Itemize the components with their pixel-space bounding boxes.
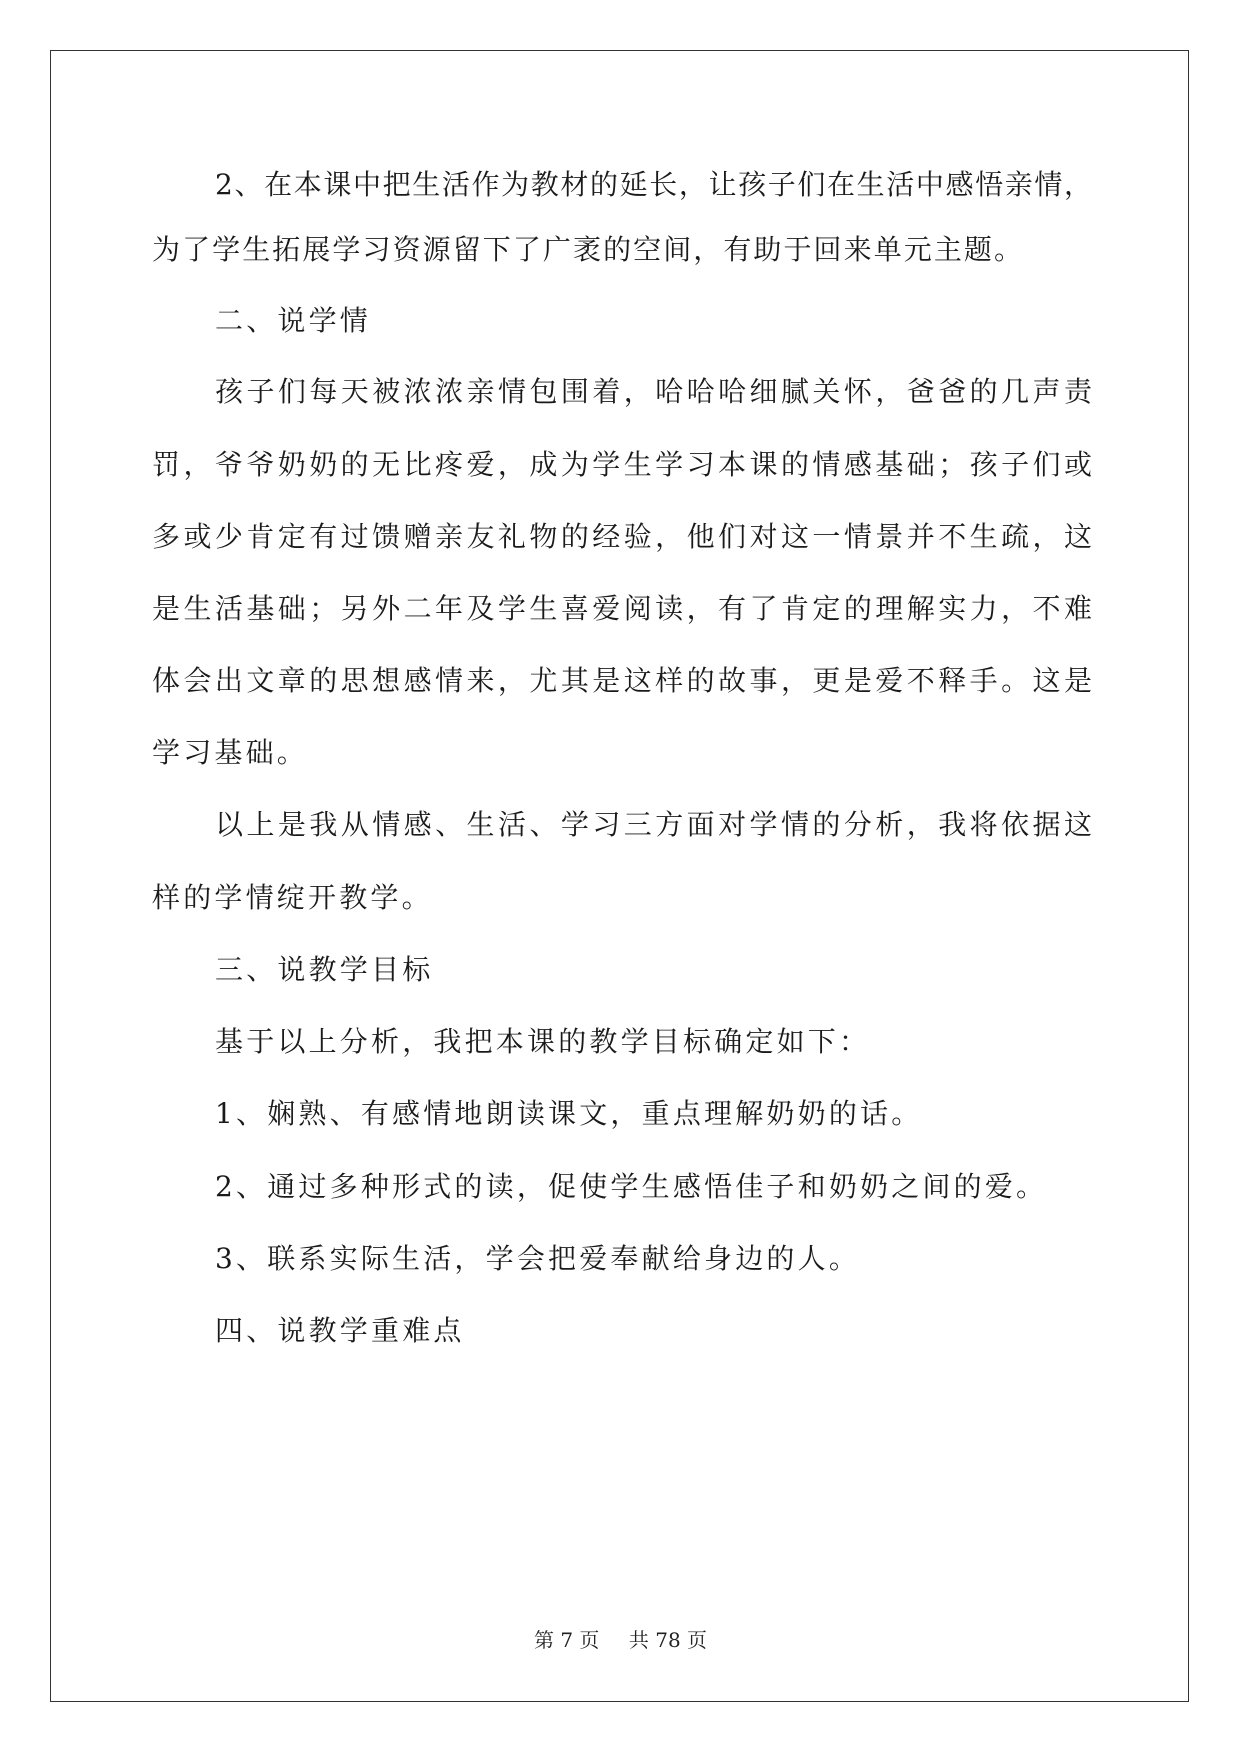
page-border (50, 50, 1189, 1702)
paragraph-line: 多或少肯定有过馈赠亲友礼物的经验，他们对这一情景并不生疏，这 (152, 520, 1092, 553)
paragraph-line: 基于以上分析，我把本课的教学目标确定如下： (215, 1025, 871, 1058)
list-item: 3、联系实际生活，学会把爱奉献给身边的人。 (215, 1242, 861, 1275)
paragraph-line: 2、在本课中把生活作为教材的延长，让孩子们在生活中感悟亲情， (215, 168, 1092, 201)
paragraph-line: 体会出文章的思想感情来，尤其是这样的故事，更是爱不释手。这是 (152, 664, 1092, 697)
paragraph-line: 孩子们每天被浓浓亲情包围着，哈哈哈细腻关怀，爸爸的几声责 (215, 375, 1092, 408)
page-footer (0, 1626, 1241, 1654)
paragraph-line: 学习基础。 (152, 736, 309, 769)
section-heading-key-points: 四、说教学重难点 (215, 1314, 465, 1347)
page-number: 第 7 页 (533, 1628, 600, 1652)
list-item: 2、通过多种形式的读，促使学生感悟佳子和奶奶之间的爱。 (215, 1170, 1048, 1203)
paragraph-line: 为了学生拓展学习资源留下了广袤的空间，有助于回来单元主题。 (152, 233, 1022, 266)
paragraph-line: 样的学情绽开教学。 (152, 881, 433, 914)
section-heading-teaching-goals: 三、说教学目标 (215, 953, 434, 986)
paragraph-line: 罚，爷爷奶奶的无比疼爱，成为学生学习本课的情感基础；孩子们或 (152, 448, 1092, 481)
paragraph-line: 是生活基础；另外二年及学生喜爱阅读，有了肯定的理解实力，不难 (152, 592, 1092, 625)
list-item: 1、娴熟、有感情地朗读课文，重点理解奶奶的话。 (215, 1097, 923, 1130)
section-heading-learning-situation: 二、说学情 (215, 304, 372, 337)
paragraph-line: 以上是我从情感、生活、学习三方面对学情的分析，我将依据这 (215, 808, 1092, 841)
total-pages: 共 78 页 (628, 1628, 708, 1652)
